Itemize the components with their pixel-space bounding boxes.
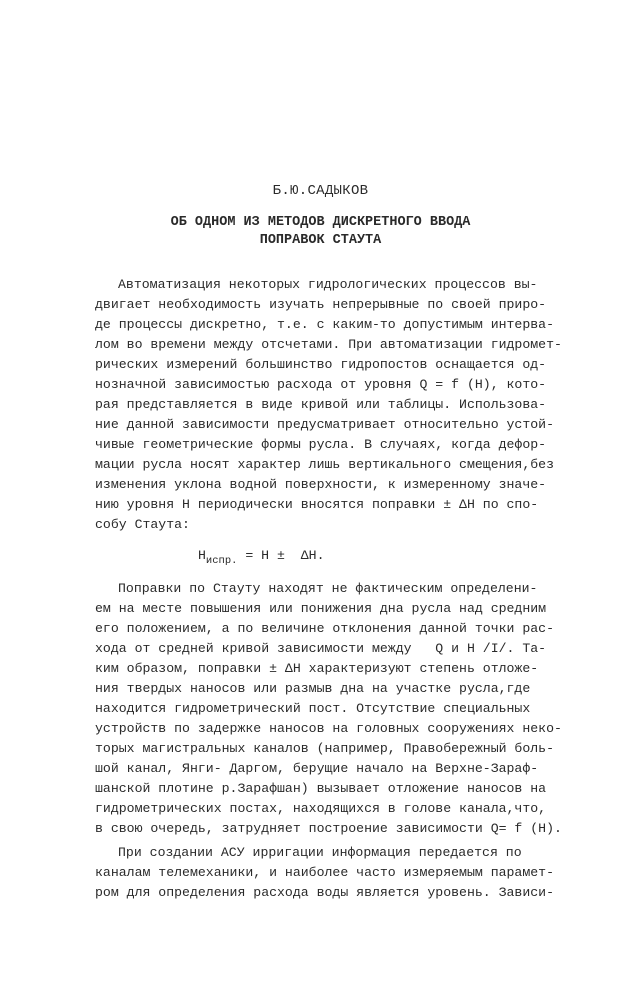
title-line-1: ОБ ОДНОМ ИЗ МЕТОДОВ ДИСКРЕТНОГО ВВОДА (170, 215, 471, 230)
paragraph-2-line-10: шой канал, Янги- Даргом, берущие начало на Верхне-Зараф- (95, 761, 539, 776)
paragraph-2-line-9: торых магистральных каналов (например, Правобережный боль- (95, 741, 554, 756)
stout-correction-formula (198, 546, 325, 571)
paragraph-1-line-13: собу Стаута: (95, 517, 190, 532)
paragraph-1-line-1: Автоматизация некоторых гидрологических процессов вы- (118, 277, 538, 292)
paragraph-3-line-3: ром для определения расхода воды является уровень. Зависи- (95, 885, 554, 900)
paragraph-2-line-12: гидрометрических постах, находящихся в голове канала,что, (95, 801, 547, 816)
formula-rest: = H ± ΔH. (237, 548, 325, 563)
paragraph-2-line-2: ем на месте повышения или понижения дна русла над средним (95, 601, 547, 616)
paragraph-2-line-8: устройств по задержке наносов на головных сооружениях неко- (95, 721, 562, 736)
paragraph-2-line-5: ким образом, поправки ± ΔН характеризуют степень отложе- (95, 661, 539, 676)
paragraph-1-line-8: ние данной зависимости предусматривает относительно устой- (95, 417, 554, 432)
paragraph-1-line-6: нозначной зависимостью расхода от уровня Q = f (H), кото- (95, 377, 547, 392)
formula-subscript: испр. (205, 555, 238, 567)
paragraph-2-line-6: ния твердых наносов или размыв дна на участке русла,где (95, 681, 531, 696)
paragraph-1-line-7: рая представляется в виде кривой или таблицы. Использова- (95, 397, 547, 412)
paragraph-2-line-7: находится гидрометрический пост. Отсутствие специальных (95, 701, 531, 716)
paragraph-2-line-4: хода от средней кривой зависимости между Q и H /I/. Та- (95, 641, 547, 656)
paragraph-2-line-11: шанской плотине р.Зарафшан) вызывает отложение наносов на (95, 781, 547, 796)
paragraph-3-line-2: каналам телемеханики, и наиболее часто измеряемым парамет- (95, 865, 554, 880)
paragraph-3-line-1: При создании АСУ ирригации информация передается по (118, 845, 522, 860)
paragraph-1-line-5: рических измерений большинство гидропостов оснащается од- (95, 357, 547, 372)
title-line-2: ПОПРАВОК СТАУТА (259, 233, 382, 248)
paragraph-2-line-1: Поправки по Стауту находят не фактическим определени- (118, 581, 538, 596)
paragraph-1-line-12: нию уровня Н периодически вносятся поправки ± ΔН по спо- (95, 497, 539, 512)
paragraph-1-line-3: де процессы дискретно, т.е. с каким-то допустимым интерва- (95, 317, 554, 332)
paragraph-1-line-10: мации русла носят характер лишь вертикального смещения,без (95, 457, 554, 472)
article-title (0, 214, 641, 250)
author-name: Б.Ю.САДЫКОВ (272, 183, 369, 199)
paragraph-1-line-2: двигает необходимость изучать непрерывные по своей приро- (95, 297, 547, 312)
paragraph-1-line-9: чивые геометрические формы русла. В случаях, когда дефор- (95, 437, 547, 452)
paragraph-2-line-3: его положением, а по величине отклонения данной точки рас- (95, 621, 554, 636)
paragraph-1-line-4: лом во времени между отсчетами. При автоматизации гидромет- (95, 337, 562, 352)
formula-base: H (198, 548, 206, 563)
paragraph-2-line-13: в свою очередь, затрудняет построение зависимости Q= f (H). (95, 821, 562, 836)
paragraph-1-line-11: изменения уклона водной поверхности, к измеренному значе- (95, 477, 547, 492)
